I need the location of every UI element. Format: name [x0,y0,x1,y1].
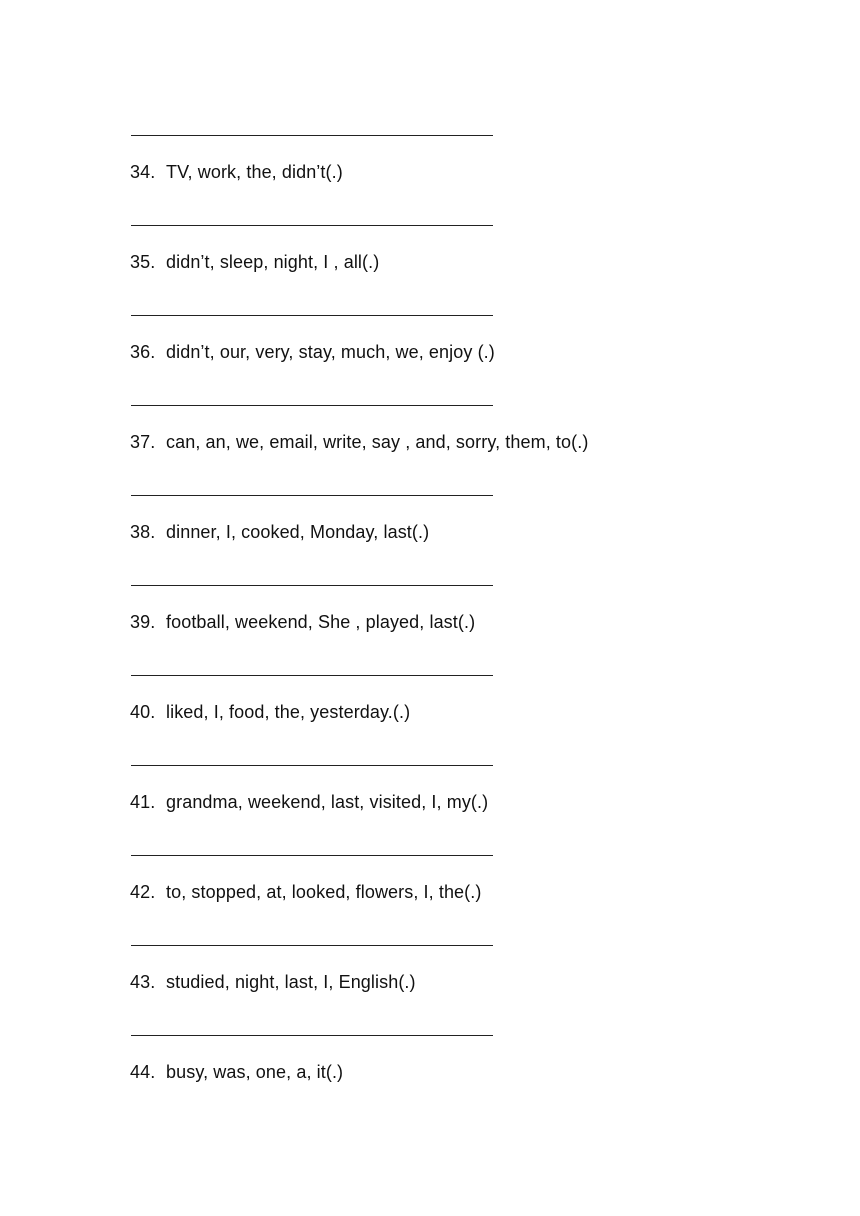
answer-line[interactable] [131,855,493,856]
question-38 [130,521,429,543]
answer-line[interactable] [131,765,493,766]
answer-line[interactable] [131,675,493,676]
question-number: 39. [130,612,156,632]
question-number: 42. [130,882,156,902]
question-35 [130,251,379,273]
question-42 [130,881,481,903]
question-number: 38. [130,522,156,542]
question-number: 41. [130,792,156,812]
question-words: can, an, we, email, write, say , and, sorry, them, to(.) [166,432,589,452]
question-37 [130,431,588,453]
question-words: liked, I, food, the, yesterday.(.) [166,702,411,722]
question-number: 40. [130,702,156,722]
question-words: didn’t, our, very, stay, much, we, enjoy (.) [166,342,495,362]
question-number: 43. [130,972,156,992]
question-39 [130,611,475,633]
answer-line[interactable] [131,225,493,226]
question-41 [130,791,488,813]
answer-line[interactable] [131,315,493,316]
question-words: studied, night, last, I, English(.) [166,972,416,992]
question-words: busy, was, one, a, it(.) [166,1062,344,1082]
answer-line[interactable] [131,405,493,406]
answer-line[interactable] [131,945,493,946]
question-34 [130,161,343,183]
question-words: dinner, I, cooked, Monday, last(.) [166,522,430,542]
answer-line[interactable] [131,585,493,586]
question-number: 37. [130,432,156,452]
answer-line[interactable] [131,1035,493,1036]
question-words: TV, work, the, didn’t(.) [166,162,343,182]
question-40 [130,701,410,723]
question-number: 36. [130,342,156,362]
question-number: 35. [130,252,156,272]
question-number: 34. [130,162,156,182]
question-number: 44. [130,1062,156,1082]
question-words: didn’t, sleep, night, I , all(.) [166,252,380,272]
question-words: football, weekend, She , played, last(.) [166,612,476,632]
question-44 [130,1061,343,1083]
question-36 [130,341,495,363]
question-words: grandma, weekend, last, visited, I, my(.) [166,792,489,812]
question-words: to, stopped, at, looked, flowers, I, the(.) [166,882,482,902]
answer-line[interactable] [131,135,493,136]
question-43 [130,971,416,993]
answer-line[interactable] [131,495,493,496]
